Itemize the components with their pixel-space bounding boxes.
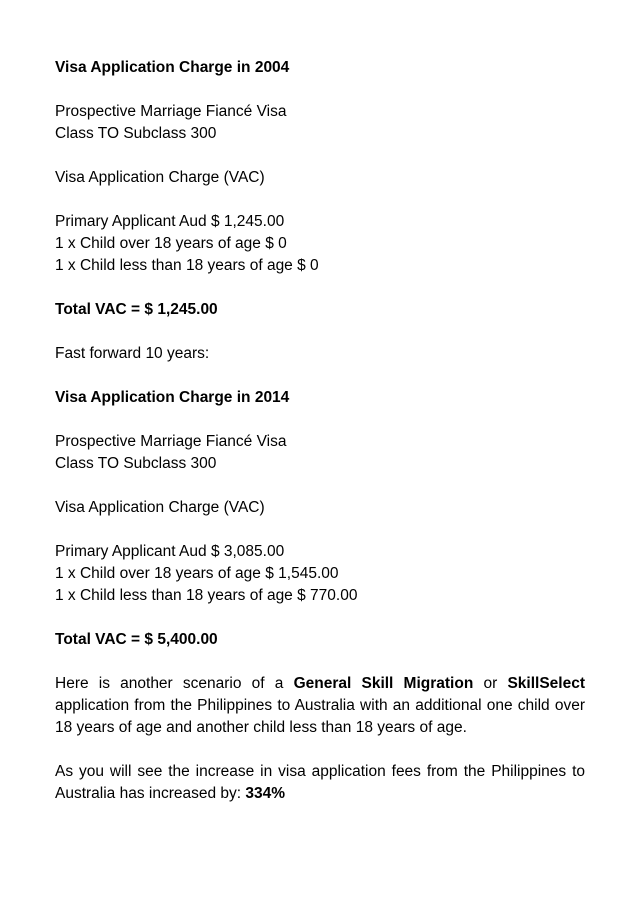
child-under-18-2004: 1 x Child less than 18 years of age $ 0	[55, 257, 319, 274]
increase-paragraph	[55, 761, 585, 805]
transition-text: Fast forward 10 years:	[55, 345, 210, 362]
increase-percent: 334%	[245, 785, 286, 802]
visa-class-2004: Class TO Subclass 300	[55, 125, 217, 142]
spacer	[55, 651, 585, 673]
increase-text: As you will see the increase in visa application fees from the Philippines to Australia has increased by:	[55, 763, 585, 802]
spacer	[55, 277, 585, 299]
visa-name-2004: Prospective Marriage Fiancé Visa	[55, 103, 287, 120]
scenario-text-2: or	[473, 675, 508, 692]
total-vac-2014: Total VAC = $ 5,400.00	[55, 631, 218, 648]
spacer	[55, 519, 585, 541]
scenario-paragraph	[55, 673, 585, 739]
scenario-text-1: Here is another scenario of a	[55, 675, 294, 692]
vac-label-2014: Visa Application Charge (VAC)	[55, 499, 265, 516]
visa-class-2014: Class TO Subclass 300	[55, 455, 217, 472]
spacer	[55, 145, 585, 167]
spacer	[55, 79, 585, 101]
vac-label-2004: Visa Application Charge (VAC)	[55, 169, 265, 186]
document-body	[55, 57, 585, 805]
skillselect-term: SkillSelect	[507, 675, 585, 692]
total-vac-2004: Total VAC = $ 1,245.00	[55, 301, 218, 318]
scenario-text-3: application from the Philippines to Australia with an additional one child over 18 years of age and another child less than 18 years of age.	[55, 697, 585, 736]
spacer	[55, 365, 585, 387]
general-skill-migration-term: General Skill Migration	[293, 675, 474, 692]
spacer	[55, 607, 585, 629]
primary-applicant-2014: Primary Applicant Aud $ 3,085.00	[55, 543, 285, 560]
spacer	[55, 475, 585, 497]
spacer	[55, 409, 585, 431]
spacer	[55, 189, 585, 211]
child-over-18-2004: 1 x Child over 18 years of age $ 0	[55, 235, 287, 252]
heading-2004: Visa Application Charge in 2004	[55, 59, 290, 76]
child-over-18-2014: 1 x Child over 18 years of age $ 1,545.00	[55, 565, 339, 582]
primary-applicant-2004: Primary Applicant Aud $ 1,245.00	[55, 213, 285, 230]
visa-name-2014: Prospective Marriage Fiancé Visa	[55, 433, 287, 450]
heading-2014: Visa Application Charge in 2014	[55, 389, 290, 406]
spacer	[55, 321, 585, 343]
spacer	[55, 739, 585, 761]
child-under-18-2014: 1 x Child less than 18 years of age $ 770.00	[55, 587, 358, 604]
